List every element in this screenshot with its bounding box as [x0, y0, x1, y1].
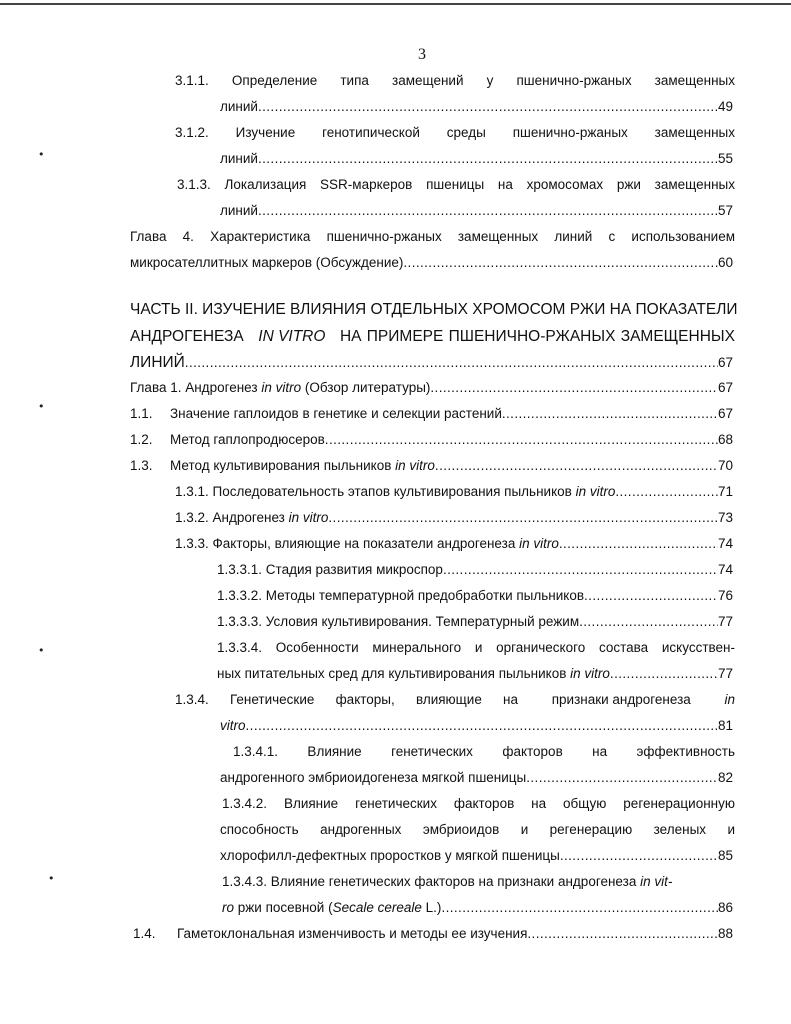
margin-mark: • — [38, 148, 45, 161]
toc-entry-italic: in vitro — [570, 666, 610, 681]
toc-section-1-3-4[interactable] — [220, 718, 733, 733]
toc-section-1-4[interactable] — [133, 926, 733, 941]
toc-entry-species: Secale cereale — [332, 900, 422, 915]
toc-section-number: 1.2. — [130, 432, 153, 447]
toc-section-1-3-2[interactable] — [175, 510, 733, 525]
toc-chapter-4[interactable] — [130, 255, 733, 270]
toc-chapter-1[interactable] — [130, 380, 733, 395]
toc-entry-3-1-2[interactable] — [220, 151, 733, 166]
toc-section-number: 1.4. — [133, 926, 156, 941]
margin-mark: • — [48, 872, 55, 885]
toc-entry-text: 1.3.3.1. Стадия развития микроспор — [217, 562, 443, 577]
toc-section-number: 1.3. — [130, 458, 153, 473]
toc-page-number: 67 — [717, 355, 733, 370]
toc-page-number: 76 — [717, 588, 733, 603]
toc-entry-text: линий — [220, 203, 258, 218]
toc-part-2-tail: НА ПРИМЕРЕ ПШЕНИЧНО-РЖАНЫХ ЗАМЕЩЕННЫХ — [339, 328, 735, 345]
toc-entry-italic: in — [724, 692, 735, 707]
toc-entry-italic: in vitro — [519, 536, 559, 551]
toc-entry-text: ных питательных сред для культивирования пыльников — [217, 666, 571, 681]
toc-page-number: 68 — [717, 432, 733, 447]
toc-section-number: 1.1. — [130, 406, 153, 421]
toc-entry-text: микросателлитных маркеров (Обсуждение) — [130, 255, 404, 270]
toc-entry-italic: ro — [222, 900, 235, 915]
toc-entry-text: Гаметоклональная изменчивость и методы ее изучения — [177, 926, 528, 941]
toc-entry-italic: in vitro — [288, 510, 329, 525]
toc-entry-text: 1.3.3.3. Условия культивирования. Температурный режим — [217, 614, 580, 629]
toc-entry-italic: in vitro — [575, 484, 616, 499]
toc-entry-italic: vitro — [220, 718, 246, 733]
toc-entry-italic: in vitro — [261, 380, 302, 395]
toc-section-1-3-4-2-line2: способность андрогенных эмбриоидов и регенерацию зеленых и — [220, 822, 735, 837]
toc-section-1-3-4-3[interactable] — [222, 900, 733, 915]
toc-entry-text: линий — [220, 151, 258, 166]
toc-section-1-1[interactable] — [130, 406, 733, 421]
toc-page-number: 77 — [717, 666, 733, 681]
toc-part-2-word: АНДРОГЕНЕЗА — [130, 328, 244, 345]
toc-page-number: 74 — [717, 562, 733, 577]
toc-part-2-line1: ЧАСТЬ II. ИЗУЧЕНИЕ ВЛИЯНИЯ ОТДЕЛЬНЫХ ХРОМОСОМ РЖИ НА ПОКАЗАТЕЛИ — [130, 301, 738, 318]
toc-entry-text: Метод культивирования пыльников — [170, 458, 396, 473]
margin-mark: • — [38, 400, 45, 413]
toc-part-2[interactable] — [130, 354, 733, 372]
toc-entry-text: 1.3.3. Факторы, влияющие на показатели андрогенеза — [175, 536, 520, 551]
toc-entry-text: Метод гаплопродюсеров — [170, 432, 325, 447]
toc-page-number: 74 — [717, 536, 733, 551]
toc-section-1-3-4-2[interactable] — [220, 848, 733, 863]
toc-section-1-3-4-1-line1: 1.3.4.1. Влияние генетических факторов на эффективность — [233, 744, 735, 759]
toc-part-2-line2 — [130, 328, 735, 346]
top-border-line — [0, 3, 791, 5]
toc-entry-3-1-1[interactable] — [220, 99, 733, 114]
toc-chapter-4-line1: Глава 4. Характеристика пшенично-ржаных замещенных линий с использованием — [130, 229, 735, 244]
page-number: 3 — [418, 46, 426, 63]
toc-section-1-3-4-2-line1: 1.3.4.2. Влияние генетических факторов на общую регенерационную — [222, 796, 735, 811]
toc-entry-text: 1.3.2. Андрогенез — [175, 510, 289, 525]
toc-section-1-3-4-1[interactable] — [220, 770, 733, 785]
toc-page-number: 60 — [717, 255, 733, 270]
toc-part-2-italic: IN VITRO — [258, 328, 326, 345]
toc-entry-italic: in vit- — [640, 874, 673, 889]
toc-page-number: 77 — [717, 614, 733, 629]
toc-entry-3-1-3-line1: 3.1.3. Локализация SSR-маркеров пшеницы на хромосомах ржи замещенных — [177, 177, 735, 192]
toc-section-1-3-3-2[interactable] — [217, 588, 733, 603]
toc-page-number: 70 — [717, 458, 733, 473]
toc-page-number: 73 — [717, 510, 733, 525]
toc-page-number: 67 — [717, 406, 733, 421]
toc-section-1-3-3[interactable] — [175, 536, 733, 551]
toc-entry-text: 1.3.3.2. Методы температурной предобработки пыльников — [217, 588, 585, 603]
toc-entry-text-after: (Обзор литературы) — [301, 380, 431, 395]
toc-section-1-3[interactable] — [130, 458, 733, 473]
toc-entry-text: ЛИНИЙ — [130, 354, 185, 371]
toc-page-number: 85 — [717, 848, 733, 863]
toc-entry-italic: in vitro — [395, 458, 435, 473]
toc-page-number: 82 — [717, 770, 733, 785]
toc-entry-text: Значение гаплоидов в генетике и селекции растений — [170, 406, 502, 421]
toc-entry-text: ржи посевной ( — [234, 900, 333, 915]
toc-entry-text: 1.3.4. Генетические факторы, влияющие на — [175, 692, 518, 707]
toc-page-number: 86 — [717, 900, 733, 915]
toc-section-1-3-4-3-line1 — [222, 874, 735, 889]
margin-mark: • — [38, 644, 45, 657]
toc-page-number: 49 — [717, 99, 733, 114]
toc-page-number: 81 — [717, 718, 733, 733]
toc-page-number: 55 — [717, 151, 733, 166]
toc-entry-3-1-3[interactable] — [220, 203, 733, 218]
toc-section-1-2[interactable] — [130, 432, 733, 447]
toc-entry-3-1-1-line1: 3.1.1. Определение типа замещений у пшенично-ржаных замещенных — [175, 73, 735, 88]
toc-entry-text: линий — [220, 99, 258, 114]
toc-entry-text-2: признаки андрогенеза — [551, 692, 691, 707]
toc-entry-text: андрогенного эмбриоидогенеза мягкой пшеницы — [220, 770, 527, 785]
toc-entry-text: Глава 1. Андрогенез — [130, 380, 262, 395]
toc-entry-text-after: L.) — [421, 900, 442, 915]
toc-section-1-3-1[interactable] — [175, 484, 733, 499]
toc-page-number: 57 — [717, 203, 733, 218]
toc-page-number: 88 — [717, 926, 733, 941]
toc-entry-text: 1.3.1. Последовательность этапов культивирования пыльников — [175, 484, 576, 499]
toc-entry-text: 1.3.4.3. Влияние генетических факторов на признаки андрогенеза — [222, 874, 641, 889]
toc-section-1-3-3-4-line1: 1.3.3.4. Особенности минерального и органического состава искусствен- — [217, 640, 735, 655]
toc-section-1-3-3-4[interactable] — [217, 666, 733, 681]
toc-section-1-3-4-line1 — [175, 692, 735, 707]
toc-page-number: 71 — [717, 484, 733, 499]
toc-page-number: 67 — [717, 380, 733, 395]
toc-entry-3-1-2-line1: 3.1.2. Изучение генотипической среды пшенично-ржаных замещенных — [175, 125, 735, 140]
toc-entry-text: хлорофилл-дефектных проростков у мягкой пшеницы — [220, 848, 560, 863]
toc-section-1-3-3-3[interactable] — [217, 614, 733, 629]
toc-section-1-3-3-1[interactable] — [217, 562, 733, 577]
